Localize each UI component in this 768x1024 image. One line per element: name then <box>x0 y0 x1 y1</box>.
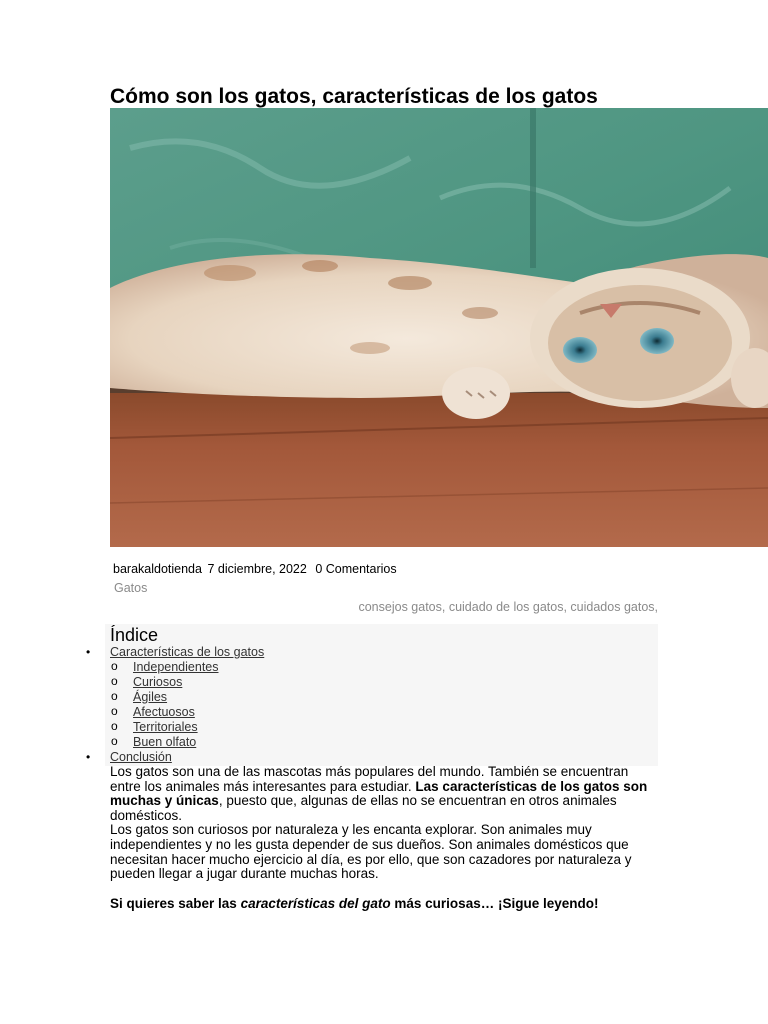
toc-subitem <box>0 660 660 675</box>
highlight-text: Las características de los gatos son muchas y únicas <box>110 778 648 809</box>
post-meta <box>113 561 399 577</box>
toc-link-caracteristicas[interactable]: Características de los gatos <box>110 645 265 659</box>
toc-subitem <box>0 720 660 735</box>
hero-image-cat <box>110 108 768 547</box>
intro-paragraph: Los gatos son una de las mascotas más populares del mundo. También se encuentran entre los animales más interesantes para estudiar. Las características de los gatos son muchas y únicas, puesto que, algunas de ellas no se encuentran en otros animales domésticos. <box>110 764 648 823</box>
article-body <box>110 765 655 882</box>
article-title: Cómo son los gatos, características de los gatos <box>110 85 598 108</box>
call-to-action: Si quieres saber las características del gato más curiosas… ¡Sigue leyendo! <box>110 896 599 911</box>
second-paragraph: Los gatos son curiosos por naturaleza y les encanta explorar. Son animales muy independientes y no les gusta depender de sus dueños. Son animales domésticos que necesitan hacer mucho ejercicio al día, es por ello, que son cazadores por naturaleza y pueden llegar a jugar durante muchas horas. <box>110 822 632 882</box>
toc-subitem <box>0 690 660 705</box>
category-link[interactable]: Gatos <box>114 581 148 595</box>
author-link[interactable]: barakaldotienda <box>113 562 202 576</box>
comments-link[interactable]: 0 Comentarios <box>315 562 397 576</box>
toc-subitem <box>0 735 660 750</box>
toc-item <box>0 750 660 765</box>
toc-link-independientes[interactable]: Independientes <box>133 660 219 674</box>
post-date: 7 diciembre, 2022 <box>207 562 307 576</box>
toc-link-conclusion[interactable]: Conclusión <box>110 750 172 764</box>
toc-link-territoriales[interactable]: Territoriales <box>133 720 198 734</box>
toc-item <box>0 645 660 660</box>
toc-subitem <box>0 675 660 690</box>
toc-link-curiosos[interactable]: Curiosos <box>133 675 183 689</box>
tags-list[interactable]: consejos gatos, cuidado de los gatos, cuidados gatos, <box>358 600 658 614</box>
toc-link-agiles[interactable]: Ágiles <box>133 690 168 704</box>
toc-title: Índice <box>110 625 159 645</box>
toc-link-buen-olfato[interactable]: Buen olfato <box>133 735 197 749</box>
toc-list <box>0 645 660 765</box>
toc-subitem <box>0 705 660 720</box>
toc-link-afectuosos[interactable]: Afectuosos <box>133 705 195 719</box>
